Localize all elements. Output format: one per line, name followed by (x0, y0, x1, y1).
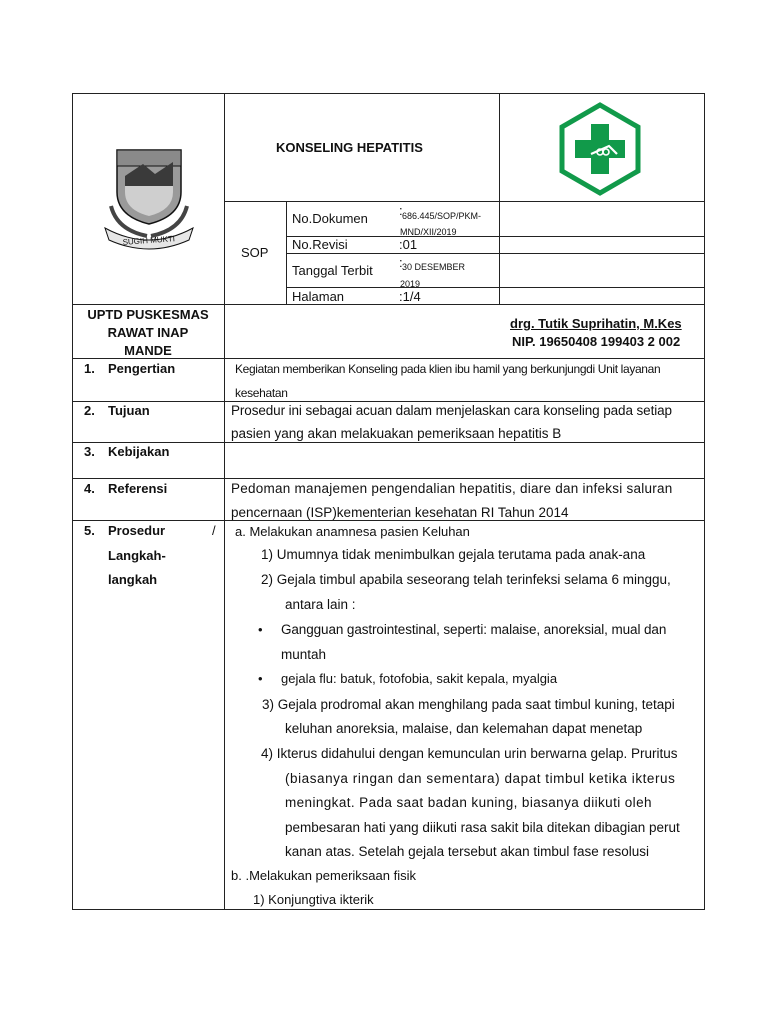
prosedur-step-a1: 1) Umumnya tidak menimbulkan gejala terutama pada anak-ana (261, 547, 646, 562)
sop-header-line (224, 201, 705, 202)
document-title: KONSELING HEPATITIS (276, 140, 423, 155)
section-label-kebijakan: Kebijakan (108, 444, 170, 459)
prosedur-step-b1: 1) Konjungtiva ikterik (253, 892, 374, 907)
section-label-prosedur-slash: / (212, 523, 216, 538)
row-line-2 (72, 442, 705, 443)
prosedur-step-a4-line-3: meningkat. Pada saat badan kuning, biasanya diikuti oleh (285, 795, 652, 810)
section-number-referensi: 4. (84, 481, 95, 496)
section-label-pengertian: Pengertian (108, 361, 176, 376)
regional-crest-logo (103, 146, 195, 250)
table-border-right (704, 93, 705, 910)
prosedur-step-a2-line-2: antara lain : (285, 597, 356, 612)
table-border-left (72, 93, 73, 910)
prosedur-step-a4-line-5: kanan atas. Setelah gejala tersebut akan timbul fase resolusi (285, 844, 649, 859)
tujuan-text-line-2: pasien yang akan melakuakan pemeriksaan hepatitis B (231, 426, 562, 441)
field-value-no-revisi: :01 (399, 237, 418, 252)
field-label-no-revisi: No.Revisi (292, 237, 348, 252)
section-label-tujuan: Tujuan (108, 403, 150, 418)
section-label-prosedur-2: Langkah- (108, 548, 166, 563)
header-row-line (72, 304, 705, 305)
field-value-no-dokumen-1: 686.445/SOP/PKM- (402, 211, 482, 221)
sop-label: SOP (241, 245, 269, 260)
prosedur-step-b-title: b. .Melakukan pemeriksaan fisik (231, 868, 416, 883)
org-name-line-1: UPTD PUSKESMAS (87, 307, 209, 322)
field-value-halaman: :1/4 (399, 289, 421, 304)
puskesmas-logo (555, 102, 645, 196)
org-name-line-2: RAWAT INAP (107, 325, 189, 340)
section-number-prosedur: 5. (84, 523, 95, 538)
column-divider (224, 93, 225, 910)
section-label-prosedur-1: Prosedur (108, 523, 166, 538)
field-colon-tanggal-terbit: : (399, 255, 403, 270)
bullet-2-symbol: • (258, 671, 263, 686)
section-number-tujuan: 2. (84, 403, 95, 418)
signer-nip: NIP. 19650408 199403 2 002 (512, 334, 681, 349)
logo-column-divider (499, 93, 500, 304)
field-label-halaman: Halaman (292, 289, 345, 304)
prosedur-bullet-2: gejala flu: batuk, fotofobia, sakit kepala, myalgia (281, 671, 558, 686)
field-label-tanggal-terbit: Tanggal Terbit (292, 263, 373, 278)
table-border-bottom (72, 909, 705, 910)
prosedur-bullet-1-line-2: muntah (281, 647, 327, 662)
section-number-pengertian: 1. (84, 361, 95, 376)
section-label-prosedur-3: langkah (108, 572, 158, 587)
tujuan-text-line-1: Prosedur ini sebagai acuan dalam menjelaskan cara konseling pada setiap (231, 403, 672, 418)
signer-name: drg. Tutik Suprihatin, M.Kes (510, 316, 682, 331)
prosedur-step-a3-line-1: 3) Gejala prodromal akan menghilang pada saat timbul kuning, tetapi (262, 697, 675, 712)
field-line-2 (286, 253, 705, 254)
field-value-tanggal-terbit-1: 30 DESEMBER (402, 262, 466, 272)
org-name-line-3: MANDE (124, 343, 172, 358)
section-number-kebijakan: 3. (84, 444, 95, 459)
prosedur-step-a4-line-1: 4) Ikterus didahului dengan kemunculan urin berwarna gelap. Pruritus (261, 746, 678, 761)
logo-motto: SUGIH MUKTI (122, 234, 176, 247)
field-value-no-dokumen-2: MND/XII/2019 (400, 227, 457, 237)
field-line-3 (286, 287, 705, 288)
section-label-referensi: Referensi (108, 481, 168, 496)
prosedur-bullet-1-line-1: Gangguan gastrointestinal, seperti: malaise, anoreksial, mual dan (281, 622, 667, 637)
pengertian-text-line-1: Kegiatan memberikan Konseling pada klien ibu hamil yang berkunjungdi Unit layanan (235, 362, 661, 376)
field-colon-no-dokumen: : (399, 203, 403, 218)
row-line-3 (72, 478, 705, 479)
prosedur-step-a2-line-1: 2) Gejala timbul apabila seseorang telah terinfeksi selama 6 minggu, (261, 572, 671, 587)
field-label-no-dokumen: No.Dokumen (292, 211, 368, 226)
prosedur-step-a3-line-2: keluhan anoreksia, malaise, dan kelemahan dapat menetap (285, 721, 643, 736)
table-border-top (72, 93, 705, 94)
prosedur-step-a-title: a. Melakukan anamnesa pasien Keluhan (235, 524, 470, 539)
prosedur-step-a4-line-2: (biasanya ringan dan sementara) dapat timbul ketika ikterus (285, 771, 676, 786)
field-line-1 (286, 236, 705, 237)
referensi-text-line-1: Pedoman manajemen pengendalian hepatitis, diare dan infeksi saluran (231, 481, 673, 496)
prosedur-step-a4-line-4: pembesaran hati yang diikuti rasa sakit bila ditekan dibagian perut (285, 820, 680, 835)
referensi-text-line-2: pencernaan (ISP)kementerian kesehatan RI Tahun 2014 (231, 505, 569, 520)
field-value-tanggal-terbit-2: 2019 (400, 279, 421, 289)
row-line-1 (72, 401, 705, 402)
bullet-1-symbol: • (258, 622, 263, 637)
pengertian-text-line-2: kesehatan (235, 386, 288, 400)
